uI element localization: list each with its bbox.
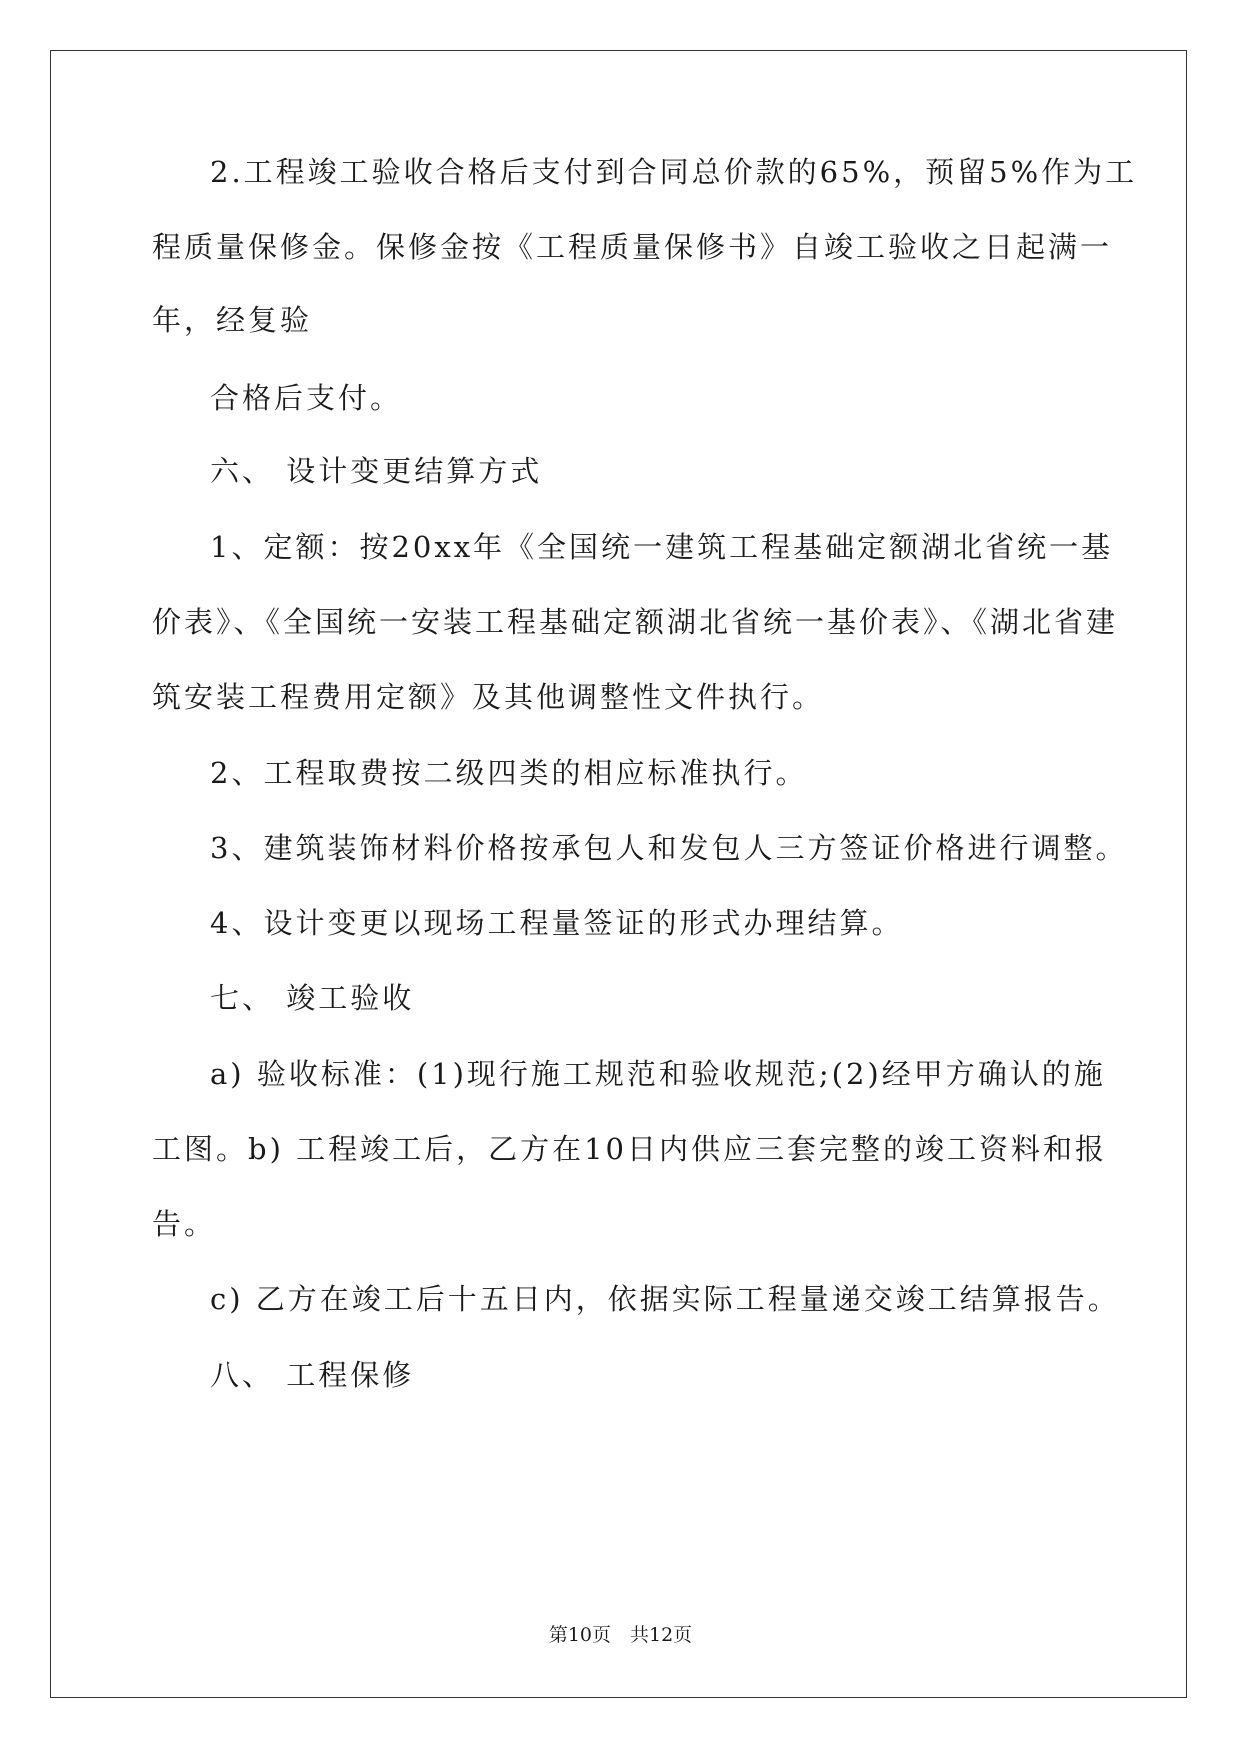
paragraph-line: 2、工程取费按二级四类的相应标准执行。 <box>210 756 808 790</box>
paragraph-line: 筑安装工程费用定额》及其他调整性文件执行。 <box>152 680 825 714</box>
paragraph-line: a) 验收标准：(1)现行施工规范和验收规范;(2)经甲方确认的施 <box>210 1057 1106 1091</box>
page-number-footer: 第10页 共12页 <box>548 1624 693 1646</box>
paragraph-line: 告。 <box>152 1207 217 1241</box>
section-heading: 八、 工程保修 <box>210 1358 415 1392</box>
paragraph-line: 工图。b) 工程竣工后，乙方在10日内供应三套完整的竣工资料和报 <box>152 1132 1107 1166</box>
paragraph-line: 1、定额：按20xx年《全国统一建筑工程基础定额湖北省统一基 <box>210 530 1114 564</box>
paragraph-line: 合格后支付。 <box>210 381 403 415</box>
paragraph-line: 程质量保修金。保修金按《工程质量保修书》自竣工验收之日起满一 <box>152 230 1113 264</box>
paragraph-line: 2.工程竣工验收合格后支付到合同总价款的65%，预留5%作为工 <box>210 155 1138 189</box>
paragraph-line: 年，经复验 <box>152 303 313 337</box>
paragraph-line: 4、设计变更以现场工程量签证的形式办理结算。 <box>210 906 904 940</box>
paragraph-line: c) 乙方在竣工后十五日内，依据实际工程量递交竣工结算报告。 <box>210 1282 1120 1316</box>
section-heading: 七、 竣工验收 <box>210 981 415 1015</box>
page-border <box>50 50 1187 1698</box>
paragraph-line: 价表》、《全国统一安装工程基础定额湖北省统一基价表》、《湖北省建 <box>152 605 1119 639</box>
paragraph-line: 3、建筑装饰材料价格按承包人和发包人三方签证价格进行调整。 <box>210 831 1128 865</box>
section-heading: 六、 设计变更结算方式 <box>210 454 543 488</box>
